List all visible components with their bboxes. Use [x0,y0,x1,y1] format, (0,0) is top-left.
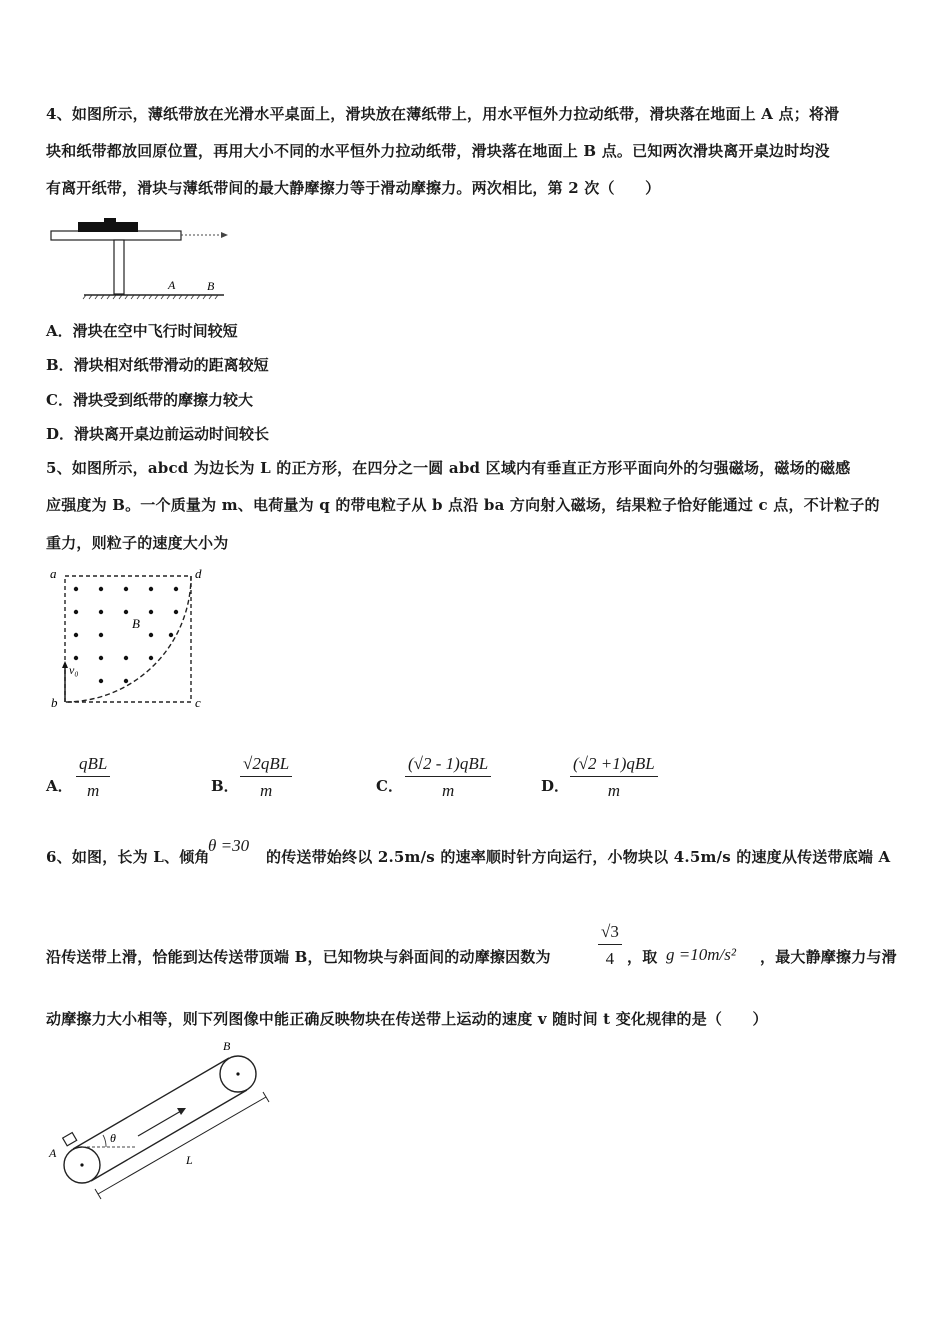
q5-option-d-label: D． [541,777,570,795]
table-top [51,231,181,240]
small-block [63,1133,77,1146]
q4-option-d: D．滑块离开桌边前运动时间较长 [46,425,270,443]
label-d: d [195,566,202,581]
q5-text-line-1: 5、如图所示，abcd 为边长为 L 的正方形，在四分之一圆 abd 区域内有垂直正方形平面向外的匀强磁场，磁场的磁感 [46,459,851,477]
q4-table-figure [46,212,236,304]
q5-option-d-fraction [570,754,658,801]
q5-option-d-numerator: (√2 +1)qBL [570,754,658,777]
q6-text-line-2c: ，最大静摩擦力与滑 [760,948,897,966]
q6-friction-coefficient [598,922,622,969]
q6-text-line-3: 动摩擦力大小相等，则下列图像中能正确反映物块在传送带上运动的速度 v 随时间 t 变化规律的是（ ） [46,1010,768,1028]
label-length: L [186,1153,193,1167]
belt-upper [73,1058,229,1149]
q5-option-c-label: C． [376,777,403,795]
q6-mu-denominator: 4 [605,949,615,968]
q5-option-b-numerator: √2qBL [240,754,292,777]
q6-gravity-value: g =10m/s² [666,945,736,964]
q5-option-c-numerator: (√2 - 1)qBL [405,754,491,777]
motion-arrow-head [177,1108,186,1115]
label-field-b: B [132,616,140,631]
q6-conveyor-figure [46,1036,286,1206]
q5-option-b-label: B． [211,777,239,795]
pull-arrow-head [221,232,228,238]
label-point-a: A [168,278,176,292]
slider-block [78,222,138,232]
q5-magnetic-field-figure [46,562,216,712]
q6-theta-value: θ =30 [208,836,250,855]
q6-text-line-1b: 的传送带始终以 2.5m/s 的速率顺时针方向运行，小物块以 4.5m/s 的速度从传送带底端 A [266,848,891,866]
label-v0: v₀ [69,663,79,677]
quarter-circle-arc [65,576,191,702]
q6-text-line-1a: 6、如图，长为 L、倾角 [46,848,210,866]
q5-option-d-denominator: m [607,781,620,800]
label-b: B [223,1039,231,1053]
q6-text-line-2a: 沿传送带上滑，恰能到达传送带顶端 B，已知物块与斜面间的动摩擦因数为 [46,948,551,966]
q4-text-line-1: 4、如图所示，薄纸带放在光滑水平桌面上，滑块放在薄纸带上，用水平恒外力拉动纸带，滑块落在地面上 A 点；将滑 [46,105,840,123]
q5-option-a-denominator: m [87,781,100,800]
field-dots [74,587,178,683]
angle-arc [103,1135,106,1147]
label-a: a [50,566,57,581]
label-c: c [195,695,201,710]
q5-option-b-denominator: m [259,781,273,800]
q6-text-line-2b: ，取 [627,948,658,966]
q5-option-a-label: A． [46,777,73,795]
q5-option-c-fraction [405,754,491,801]
label-theta: θ [110,1131,116,1145]
q4-option-b: B．滑块相对纸带滑动的距离较短 [46,356,269,374]
q5-option-a-numerator: qBL [76,754,110,777]
label-a: A [49,1146,57,1160]
square-abcd [65,576,191,702]
velocity-arrow-head [62,661,68,668]
q5-text-line-3: 重力，则粒子的速度大小为 [46,534,229,552]
q5-option-a-fraction [76,754,110,801]
q4-text-line-3: 有离开纸带，滑块与薄纸带间的最大静摩擦力等于滑动摩擦力。两次相比，第 2 次（ ） [46,179,661,197]
table-leg [114,240,124,294]
slider-knob [104,218,116,222]
q4-option-c: C．滑块受到纸带的摩擦力较大 [46,391,253,409]
q4-text-line-2: 块和纸带都放回原位置，再用大小不同的水平恒外力拉动纸带，滑块落在地面上 B 点。已知两次滑块离开桌边时均没 [46,142,830,160]
q5-option-c-denominator: m [441,781,455,800]
q6-mu-numerator: √3 [598,922,622,945]
label-point-b: B [207,279,215,293]
label-b: b [51,695,58,710]
q4-option-a: A．滑块在空中飞行时间较短 [46,322,238,340]
q5-text-line-2: 应强度为 B。一个质量为 m、电荷量为 q 的带电粒子从 b 点沿 ba 方向射入磁场，结果粒子恰好能通过 c 点，不计粒子的 [46,496,880,514]
q5-option-b-fraction [240,754,292,801]
